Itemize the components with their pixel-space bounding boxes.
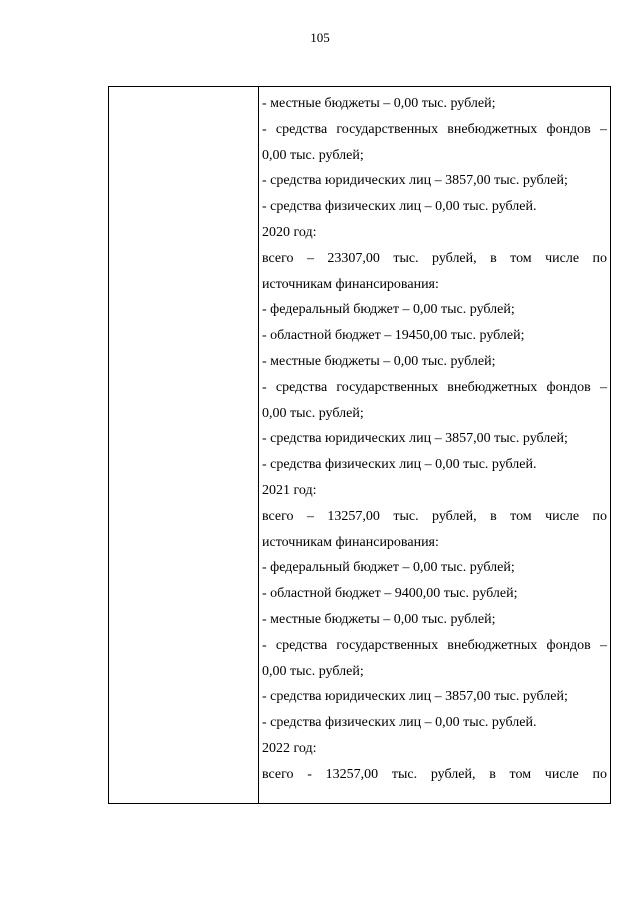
funding-text-block	[262, 91, 607, 788]
table-left-cell	[109, 87, 259, 803]
text-line: - областной бюджет – 9400,00 тыс. рублей;	[262, 586, 518, 602]
text-line: - средства государственных внебюджетных фондов –	[262, 379, 607, 395]
text-line: - местные бюджеты – 0,00 тыс. рублей;	[262, 353, 496, 369]
text-line: - средства юридических лиц – 3857,00 тыс. рублей;	[262, 689, 568, 705]
page-number: 105	[310, 30, 330, 45]
text-line: - областной бюджет – 19450,00 тыс. рублей;	[262, 328, 525, 344]
text-line: - местные бюджеты – 0,00 тыс. рублей;	[262, 96, 496, 111]
text-line: - местные бюджеты – 0,00 тыс. рублей;	[262, 611, 496, 627]
text-line: - федеральный бюджет – 0,00 тыс. рублей;	[262, 560, 515, 576]
text-line: 0,00 тыс. рублей;	[262, 405, 364, 421]
text-line: - средства физических лиц – 0,00 тыс. рублей.	[262, 715, 537, 731]
text-line: - средства государственных внебюджетных фондов –	[262, 121, 607, 137]
text-line: всего - 13257,00 тыс. рублей, в том числе по	[262, 766, 607, 782]
text-line: - средства физических лиц – 0,00 тыс. рублей.	[262, 199, 537, 215]
text-line: - средства юридических лиц – 3857,00 тыс. рублей;	[262, 173, 568, 189]
text-line: 2020 год:	[262, 224, 317, 240]
text-line: источникам финансирования:	[262, 534, 439, 550]
text-line: всего – 13257,00 тыс. рублей, в том числе по	[262, 508, 607, 524]
text-line: - средства юридических лиц – 3857,00 тыс. рублей;	[262, 431, 568, 447]
text-line: - средства государственных внебюджетных фондов –	[262, 637, 607, 653]
text-line: - средства физических лиц – 0,00 тыс. рублей.	[262, 457, 537, 473]
table-right-cell	[259, 87, 610, 803]
text-line: 0,00 тыс. рублей;	[262, 147, 364, 163]
text-line: всего – 23307,00 тыс. рублей, в том числе по	[262, 250, 607, 266]
text-line: 2021 год:	[262, 482, 317, 498]
text-line: источникам финансирования:	[262, 276, 439, 292]
text-line: - федеральный бюджет – 0,00 тыс. рублей;	[262, 302, 515, 318]
text-line: 0,00 тыс. рублей;	[262, 663, 364, 679]
funding-table	[108, 86, 611, 804]
text-line: 2022 год:	[262, 740, 317, 756]
